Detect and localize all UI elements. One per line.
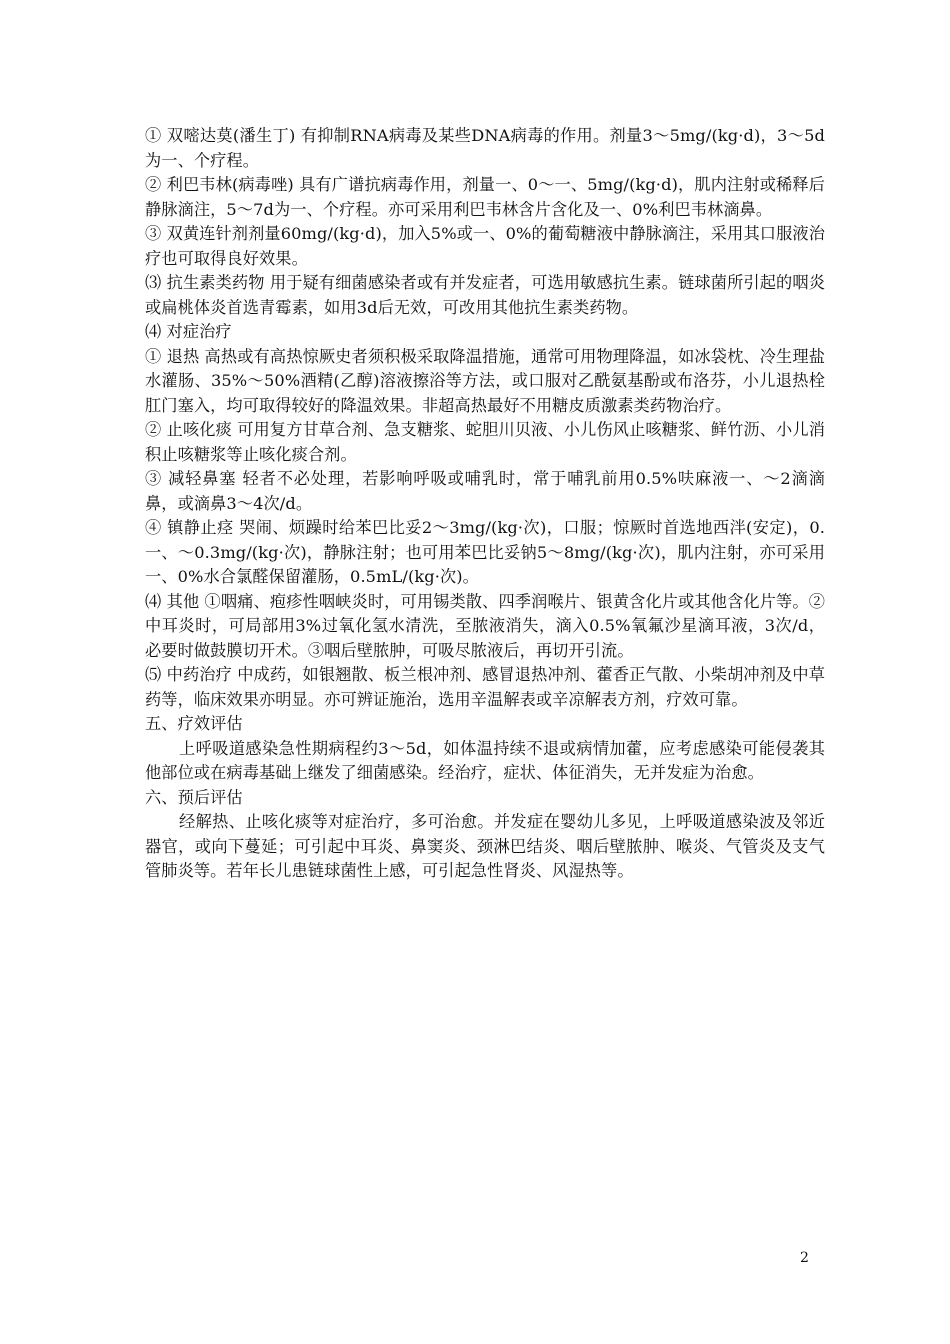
section-heading-efficacy: 五、疗效评估 [145, 714, 243, 733]
paragraph-efficacy: 上呼吸道感染急性期病程约3～5d，如体温持续不退或病情加藿，应考虑感染可能侵袭其他部位或在病毒基础上继发了细菌感染。经治疗，症状、体征消失，无并发症为治愈。 [145, 738, 825, 782]
paragraph-nasal-congestion: ③ 减轻鼻塞 轻者不必处理，若影响呼吸或哺乳时，常于哺乳前用0.5%呋麻液一、～2滴滴鼻，或滴鼻3～4次/d。 [145, 469, 825, 513]
paragraph-other: ⑷ 其他 ①咽痛、疱疹性咽峡炎时，可用锡类散、四季润喉片、银黄含化片或其他含化片等。②中耳炎时，可局部用3%过氧化氢水清洗，至脓液消失，滴入0.5%氧氟沙星滴耳液，3次/d，必要时做鼓膜切开术。③咽后壁脓肿，可吸尽脓液后，再切开引流。 [145, 591, 825, 660]
paragraph-shuanghuanglian: ③ 双黄连针剂剂量60mg/(kg·d)，加入5%或一、0%的葡萄糖液中静脉滴注，采用其口服液治疗也可取得良好效果。 [145, 224, 825, 268]
paragraph-ribavirin: ② 利巴韦林(病毒唑) 具有广谱抗病毒作用，剂量一、0～一、5mg/(kg·d)，肌内注射或稀释后静脉滴注，5～7d为一、个疗程。亦可采用利巴韦林含片含化及一、0%利巴韦林滴鼻。 [145, 175, 825, 219]
paragraph-symptomatic-heading: ⑷ 对症治疗 [145, 322, 232, 341]
paragraph-prognosis: 经解热、止咳化痰等对症治疗，多可治愈。并发症在婴幼儿多见，上呼吸道感染波及邻近器官，或向下蔓延；可引起中耳炎、鼻窦炎、颈淋巴结炎、咽后壁脓肿、喉炎、气管炎及支气管肺炎等。若年长儿患链球菌性上感，可引起急性肾炎、风湿热等。 [145, 812, 825, 880]
paragraph-dipyridamole: ① 双嘧达莫(潘生丁) 有抑制RNA病毒及某些DNA病毒的作用。剂量3～5mg/(kg·d)，3～5d为一、个疗程。 [145, 126, 825, 170]
paragraph-antibiotics: ⑶ 抗生素类药物 用于疑有细菌感染者或有并发症者，可选用敏感抗生素。链球菌所引起的咽炎或扁桃体炎首选青霉素，如用3d后无效，可改用其他抗生素类药物。 [145, 273, 825, 317]
paragraph-cough-relief: ② 止咳化痰 可用复方甘草合剂、急支糖浆、蛇胆川贝液、小儿伤风止咳糖浆、鲜竹沥、小儿消积止咳糖浆等止咳化痰合剂。 [145, 420, 825, 464]
paragraph-tcm: ⑸ 中药治疗 中成药，如银翘散、板兰根冲剂、感冒退热冲剂、藿香正气散、小柴胡冲剂及中草药等，临床效果亦明显。亦可辨证施治，选用辛温解表或辛凉解表方剂，疗效可靠。 [145, 665, 825, 709]
document-body [145, 124, 825, 884]
paragraph-sedation: ④ 镇静止痉 哭闹、烦躁时给苯巴比妥2～3mg/(kg·次)，口服；惊厥时首选地西泮(安定)，0.一、～0.3mg/(kg·次)，静脉注射；也可用苯巴比妥钠5～8mg/(kg·次)，肌内注射，亦可采用一、0%水合氯醛保留灌肠，0.5mL/(kg·次)。 [145, 518, 825, 586]
section-heading-prognosis: 六、预后评估 [145, 787, 243, 807]
paragraph-fever-reduction: ① 退热 高热或有高热惊厥史者须积极采取降温措施，通常可用物理降温，如冰袋枕、冷生理盐水灌肠、35%～50%酒精(乙醇)溶液擦浴等方法，或口服对乙酰氨基酚或布洛芬，小儿退热栓肛门塞入，均可取得较好的降温效果。非超高热最好不用糖皮质激素类药物治疗。 [145, 346, 825, 415]
page-number: 2 [800, 1250, 809, 1266]
